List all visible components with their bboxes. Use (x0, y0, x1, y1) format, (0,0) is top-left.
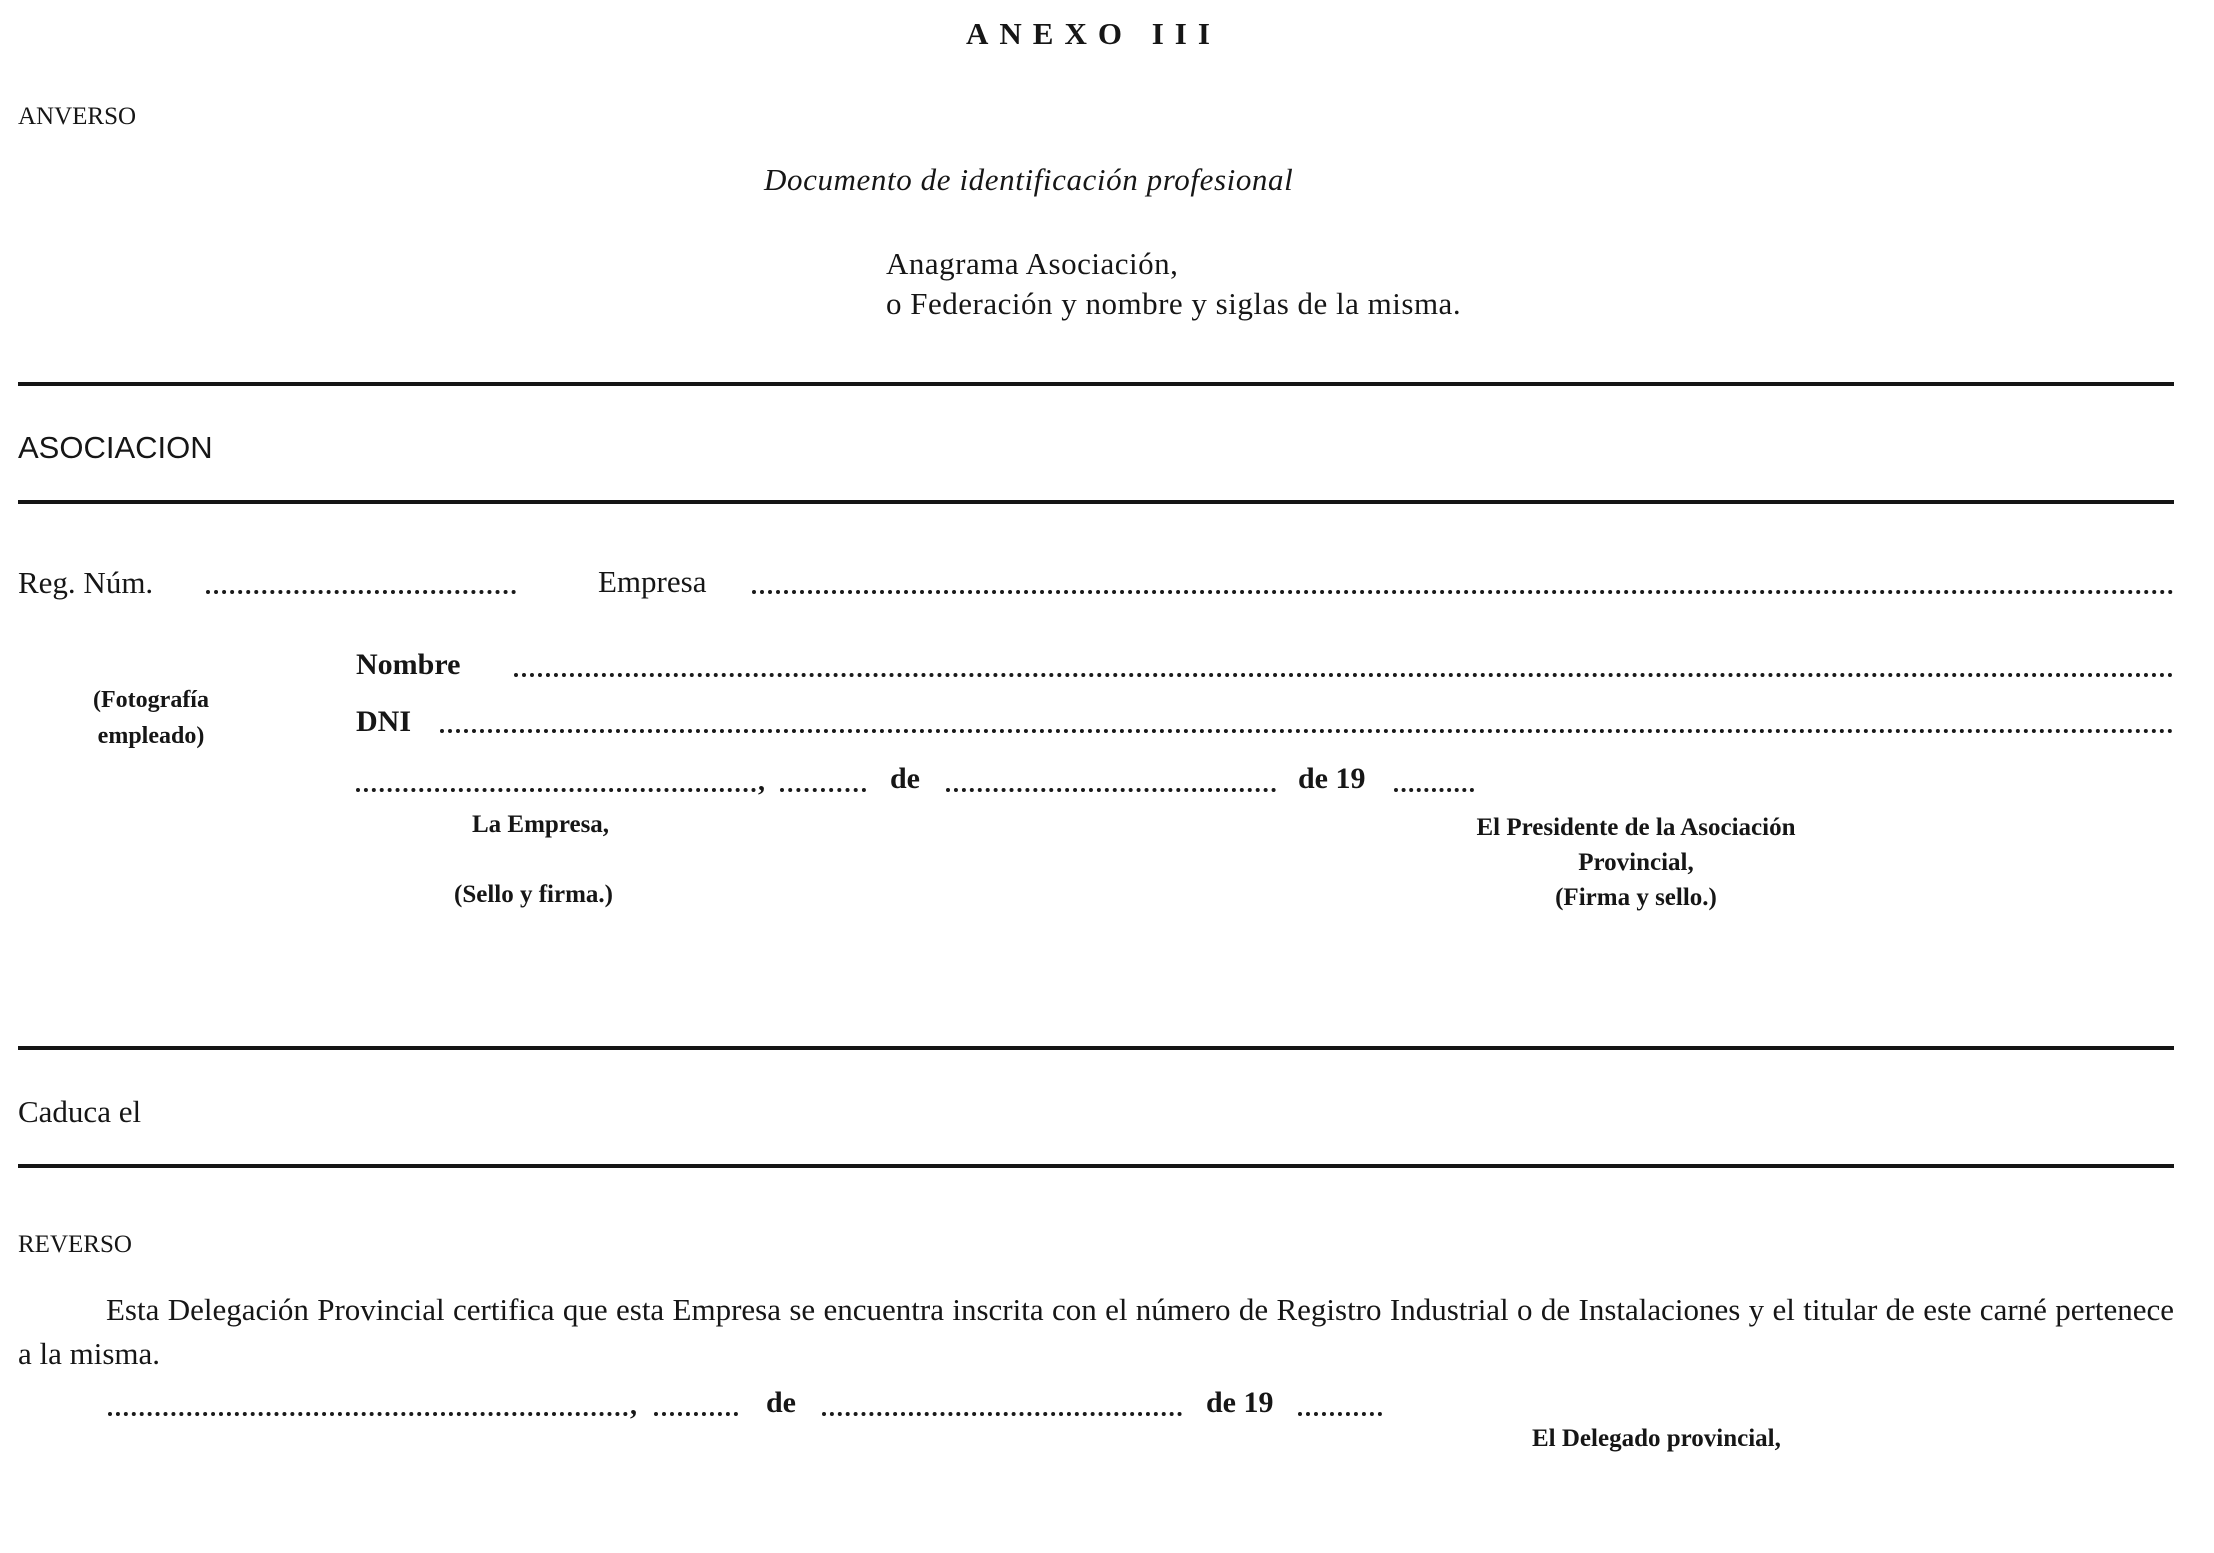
back-date-de-19: de 19 (1206, 1386, 1274, 1419)
divider (18, 1164, 2174, 1168)
month-field[interactable] (946, 788, 1276, 792)
association-label: ASOCIACION (18, 430, 213, 465)
back-month-field[interactable] (822, 1412, 1182, 1416)
president-line-1: El Presidente de la Asociación (1476, 814, 1796, 841)
company-label: Empresa (598, 564, 707, 599)
anagram-line-1: Anagrama Asociación, (886, 246, 1179, 281)
delegate-signature-label: El Delegado provincial, (1532, 1425, 1781, 1452)
dni-label: DNI (356, 705, 412, 738)
date-de-19: de 19 (1298, 762, 1366, 795)
dni-field[interactable] (440, 729, 2174, 733)
expires-label: Caduca el (18, 1094, 142, 1129)
company-signature-note: (Sello y firma.) (454, 881, 613, 908)
photo-label-line-1: (Fotografía (93, 687, 209, 713)
certification-text: Esta Delegación Provincial certifica que esta Empresa se encuentra inscrita con el número de Registro Industrial o de Instalaciones y el titular de este carné pertenece a la misma. (18, 1292, 2174, 1371)
name-field[interactable] (514, 673, 2174, 677)
date-de-1: de (890, 762, 920, 795)
president-note: (Firma y sello.) (1555, 884, 1717, 911)
divider (18, 1046, 2174, 1050)
back-day-field[interactable] (654, 1412, 738, 1416)
year-field[interactable] (1394, 788, 1474, 792)
document-title: Documento de identificación profesional (764, 162, 1294, 197)
company-field[interactable] (752, 590, 2174, 594)
annex-title: ANEXO III (966, 16, 1221, 51)
photo-label-line-2: empleado) (97, 723, 205, 749)
reg-num-field[interactable] (206, 590, 516, 594)
back-year-field[interactable] (1298, 1412, 1382, 1416)
company-signature-label: La Empresa, (472, 811, 610, 838)
back-place-field[interactable] (108, 1412, 628, 1416)
name-label: Nombre (356, 648, 461, 681)
back-date-comma: , (630, 1390, 637, 1421)
photo-placeholder (36, 682, 266, 754)
president-line-2: Provincial, (1578, 849, 1694, 876)
divider (18, 500, 2174, 504)
president-signature-block (1376, 810, 1896, 915)
day-field[interactable] (780, 788, 866, 792)
date-comma: , (758, 766, 765, 797)
back-label: REVERSO (18, 1231, 132, 1258)
anagram-line-2: o Federación y nombre y siglas de la misma. (886, 286, 1462, 321)
back-date-de-1: de (766, 1386, 796, 1419)
reg-num-label: Reg. Núm. (18, 565, 154, 600)
divider (18, 382, 2174, 386)
place-field[interactable] (356, 788, 756, 792)
front-label: ANVERSO (18, 103, 137, 130)
